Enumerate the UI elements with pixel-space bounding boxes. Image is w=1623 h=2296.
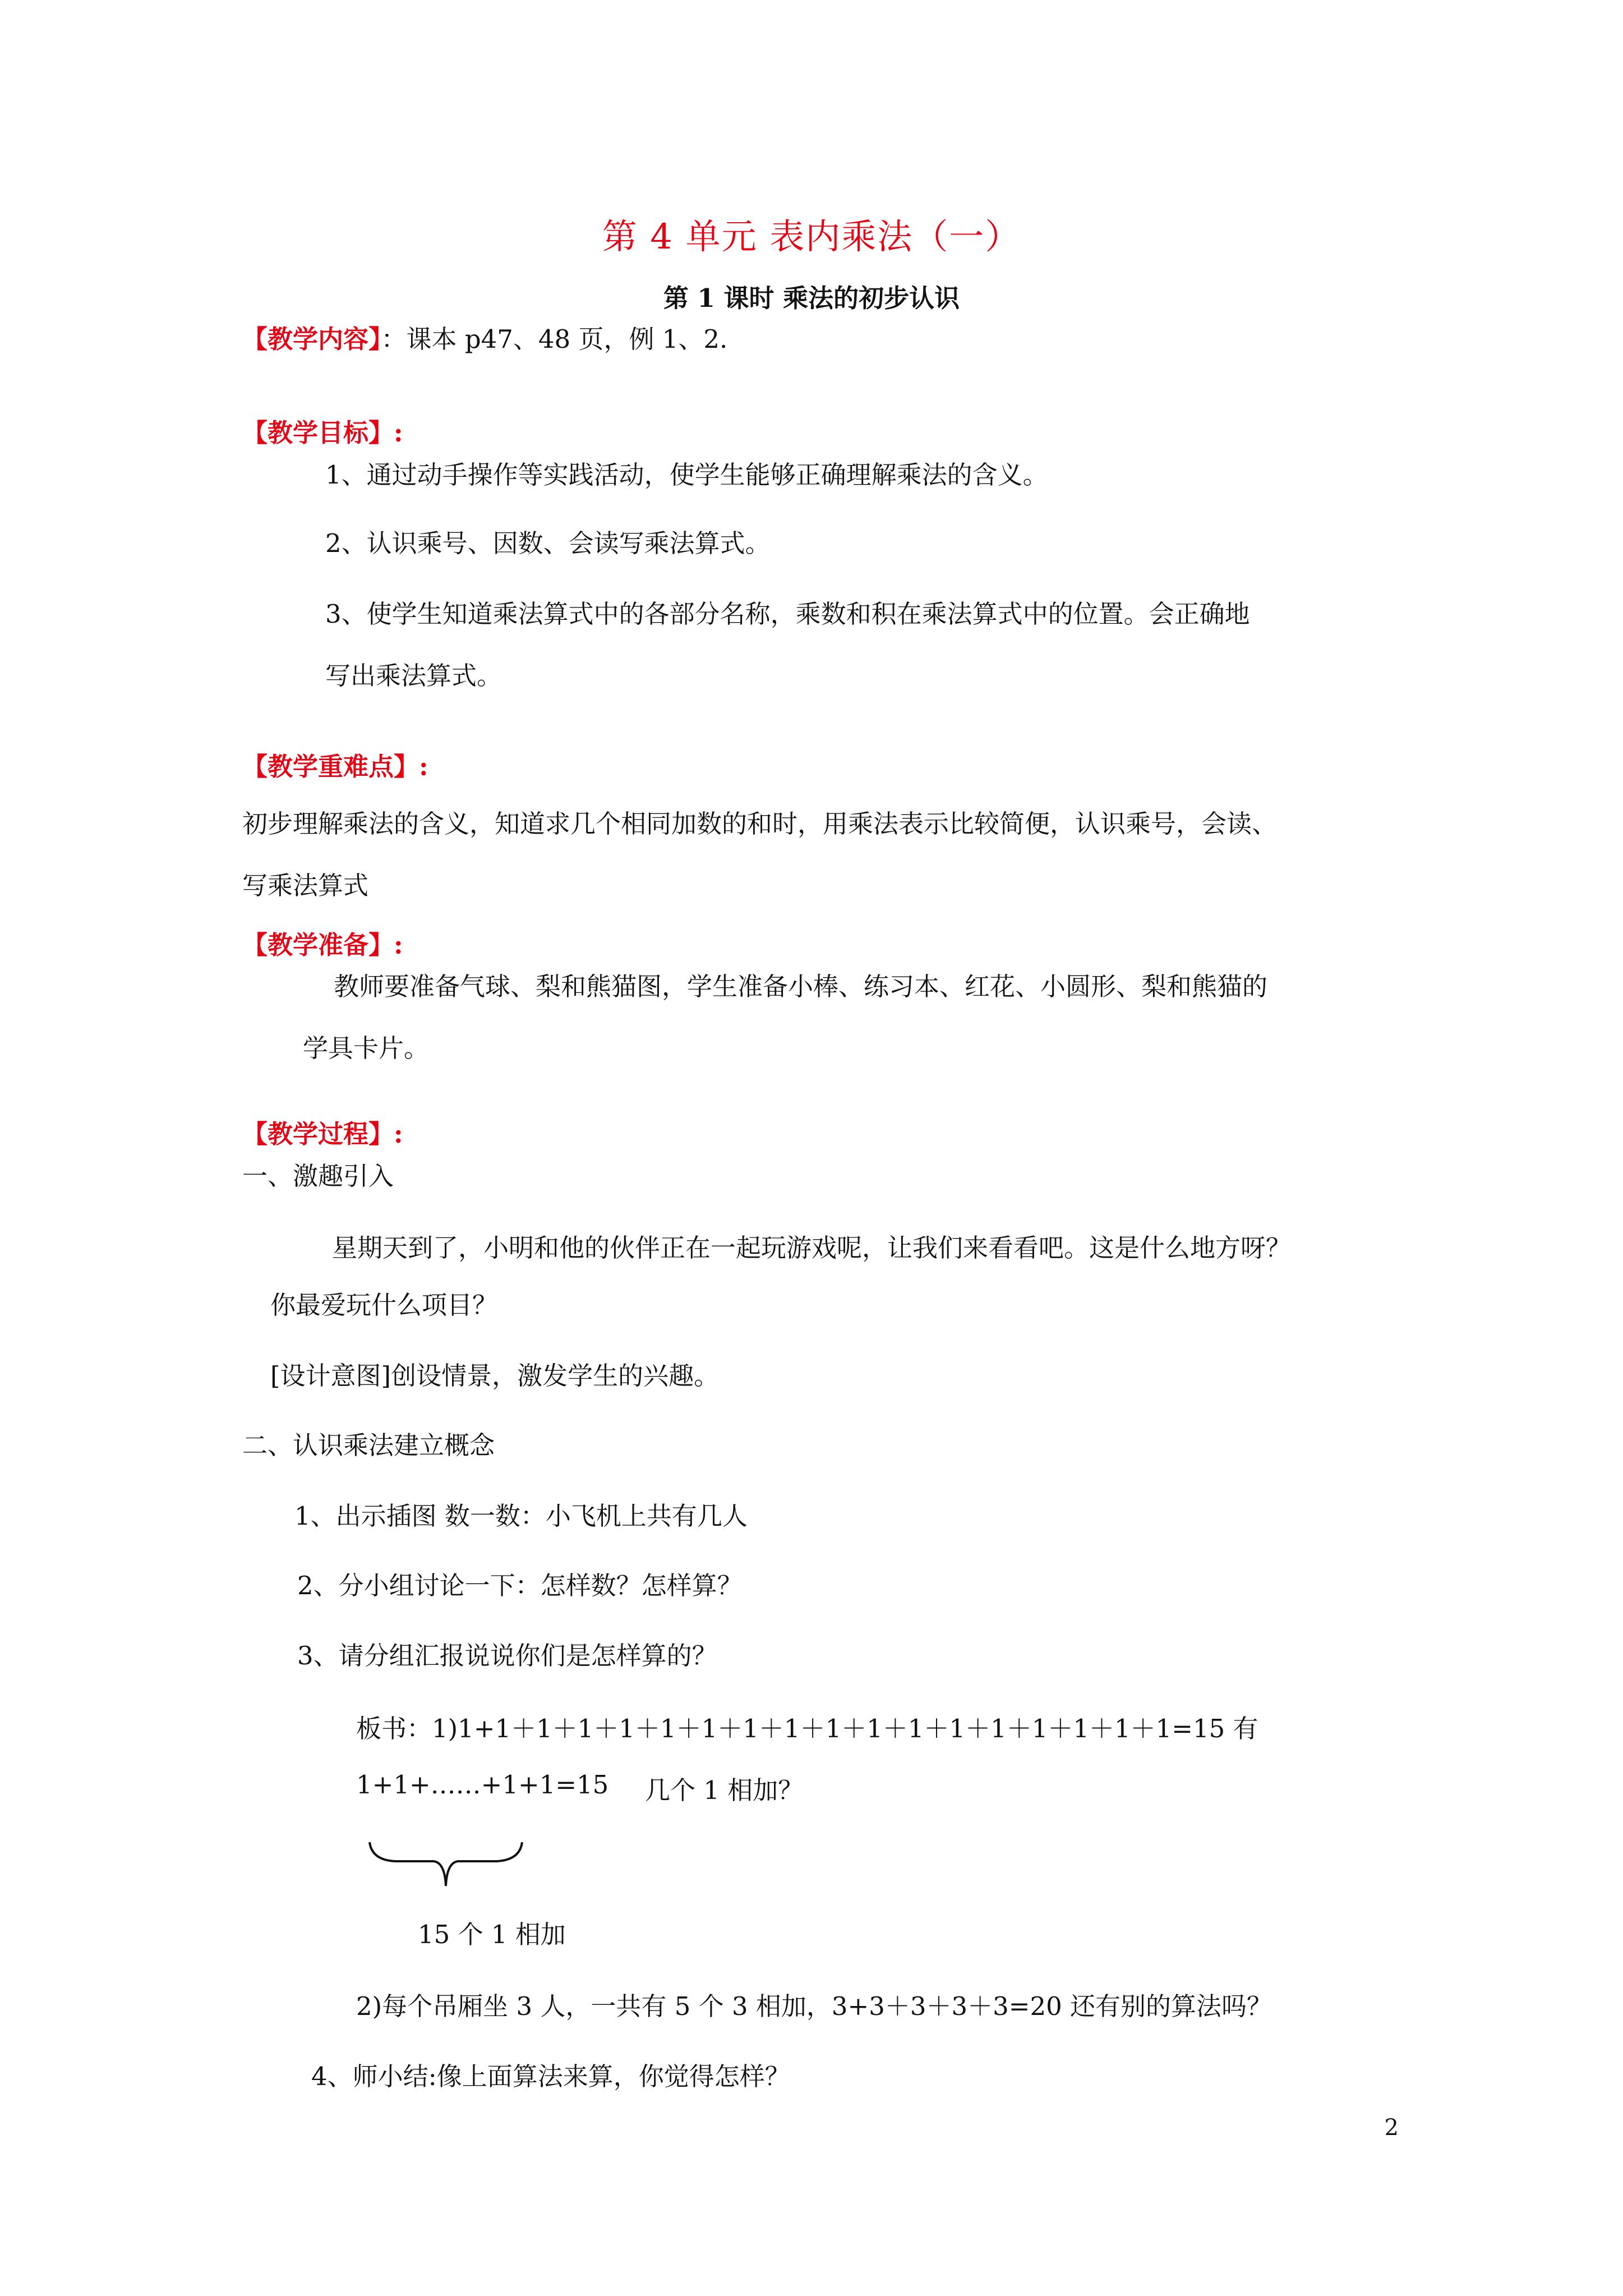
- intro-line: 你最爱玩什么项目？: [270, 1290, 498, 1320]
- unit-title: 第 4 单元 表内乘法（一）: [602, 216, 1021, 257]
- process-heading: 【教学过程】:: [242, 1119, 403, 1149]
- section-heading: 二、认识乘法建立概念: [242, 1430, 495, 1460]
- objective-item: 写出乘法算式。: [325, 661, 502, 691]
- page-number: 2: [1384, 2115, 1399, 2141]
- board-question: 几个 1 相加？: [645, 1775, 804, 1805]
- content-heading: 【教学内容】: [242, 324, 381, 354]
- brace-label: 15 个 1 相加: [418, 1920, 566, 1949]
- step-item: 1、出示插图 数一数：小飞机上共有几人: [294, 1501, 748, 1531]
- objectives-heading: 【教学目标】:: [242, 418, 403, 448]
- content-line: [242, 319, 727, 355]
- preparation-heading: 【教学准备】:: [242, 930, 403, 960]
- board-line: 板书：1)1+1＋1＋1＋1＋1＋1＋1＋1＋1＋1＋1＋1＋1＋1＋1＋1＋1=15 有: [356, 1714, 1258, 1743]
- intro-line: 星期天到了，小明和他的伙伴正在一起玩游戏呢，让我们来看看吧。这是什么地方呀？: [332, 1233, 1292, 1263]
- preparation-line: 学具卡片。: [303, 1033, 430, 1063]
- section-heading: 一、激趣引入: [242, 1161, 394, 1191]
- key-points-line: 初步理解乘法的含义，知道求几个相同加数的和时，用乘法表示比较简便，认识乘号，会读、: [242, 809, 1278, 839]
- objective-item: 3、使学生知道乘法算式中的各部分名称，乘数和积在乘法算式中的位置。会正确地: [325, 599, 1250, 629]
- key-points-line: 写乘法算式: [242, 871, 369, 900]
- key-points-heading: 【教学重难点】:: [242, 752, 428, 781]
- design-note: [设计意图]创设情景，激发学生的兴趣。: [270, 1361, 720, 1391]
- lesson-subtitle: 第 1 课时 乘法的初步认识: [663, 283, 960, 313]
- objective-item: 1、通过动手操作等实践活动，使学生能够正确理解乘法的含义。: [325, 460, 1048, 490]
- content-text: ：课本 p47、48 页，例 1、2.: [381, 324, 728, 354]
- summary-line: 4、师小结:像上面算法来算，你觉得怎样？: [311, 2062, 790, 2091]
- step-item: 3、请分组汇报说说你们是怎样算的？: [297, 1641, 717, 1671]
- preparation-line: 教师要准备气球、梨和熊猫图，学生准备小棒、练习本、红花、小圆形、梨和熊猫的: [334, 972, 1268, 1001]
- curly-brace: [367, 1840, 524, 1890]
- step-item: 2、分小组讨论一下：怎样数？怎样算？: [297, 1571, 743, 1600]
- example-line: 2)每个吊厢坐 3 人，一共有 5 个 3 相加，3+3＋3＋3＋3=20 还有别的算法吗？: [356, 1991, 1272, 2021]
- objective-item: 2、认识乘号、因数、会读写乘法算式。: [325, 528, 771, 558]
- board-sum: 1+1+……+1+1=15: [356, 1770, 609, 1800]
